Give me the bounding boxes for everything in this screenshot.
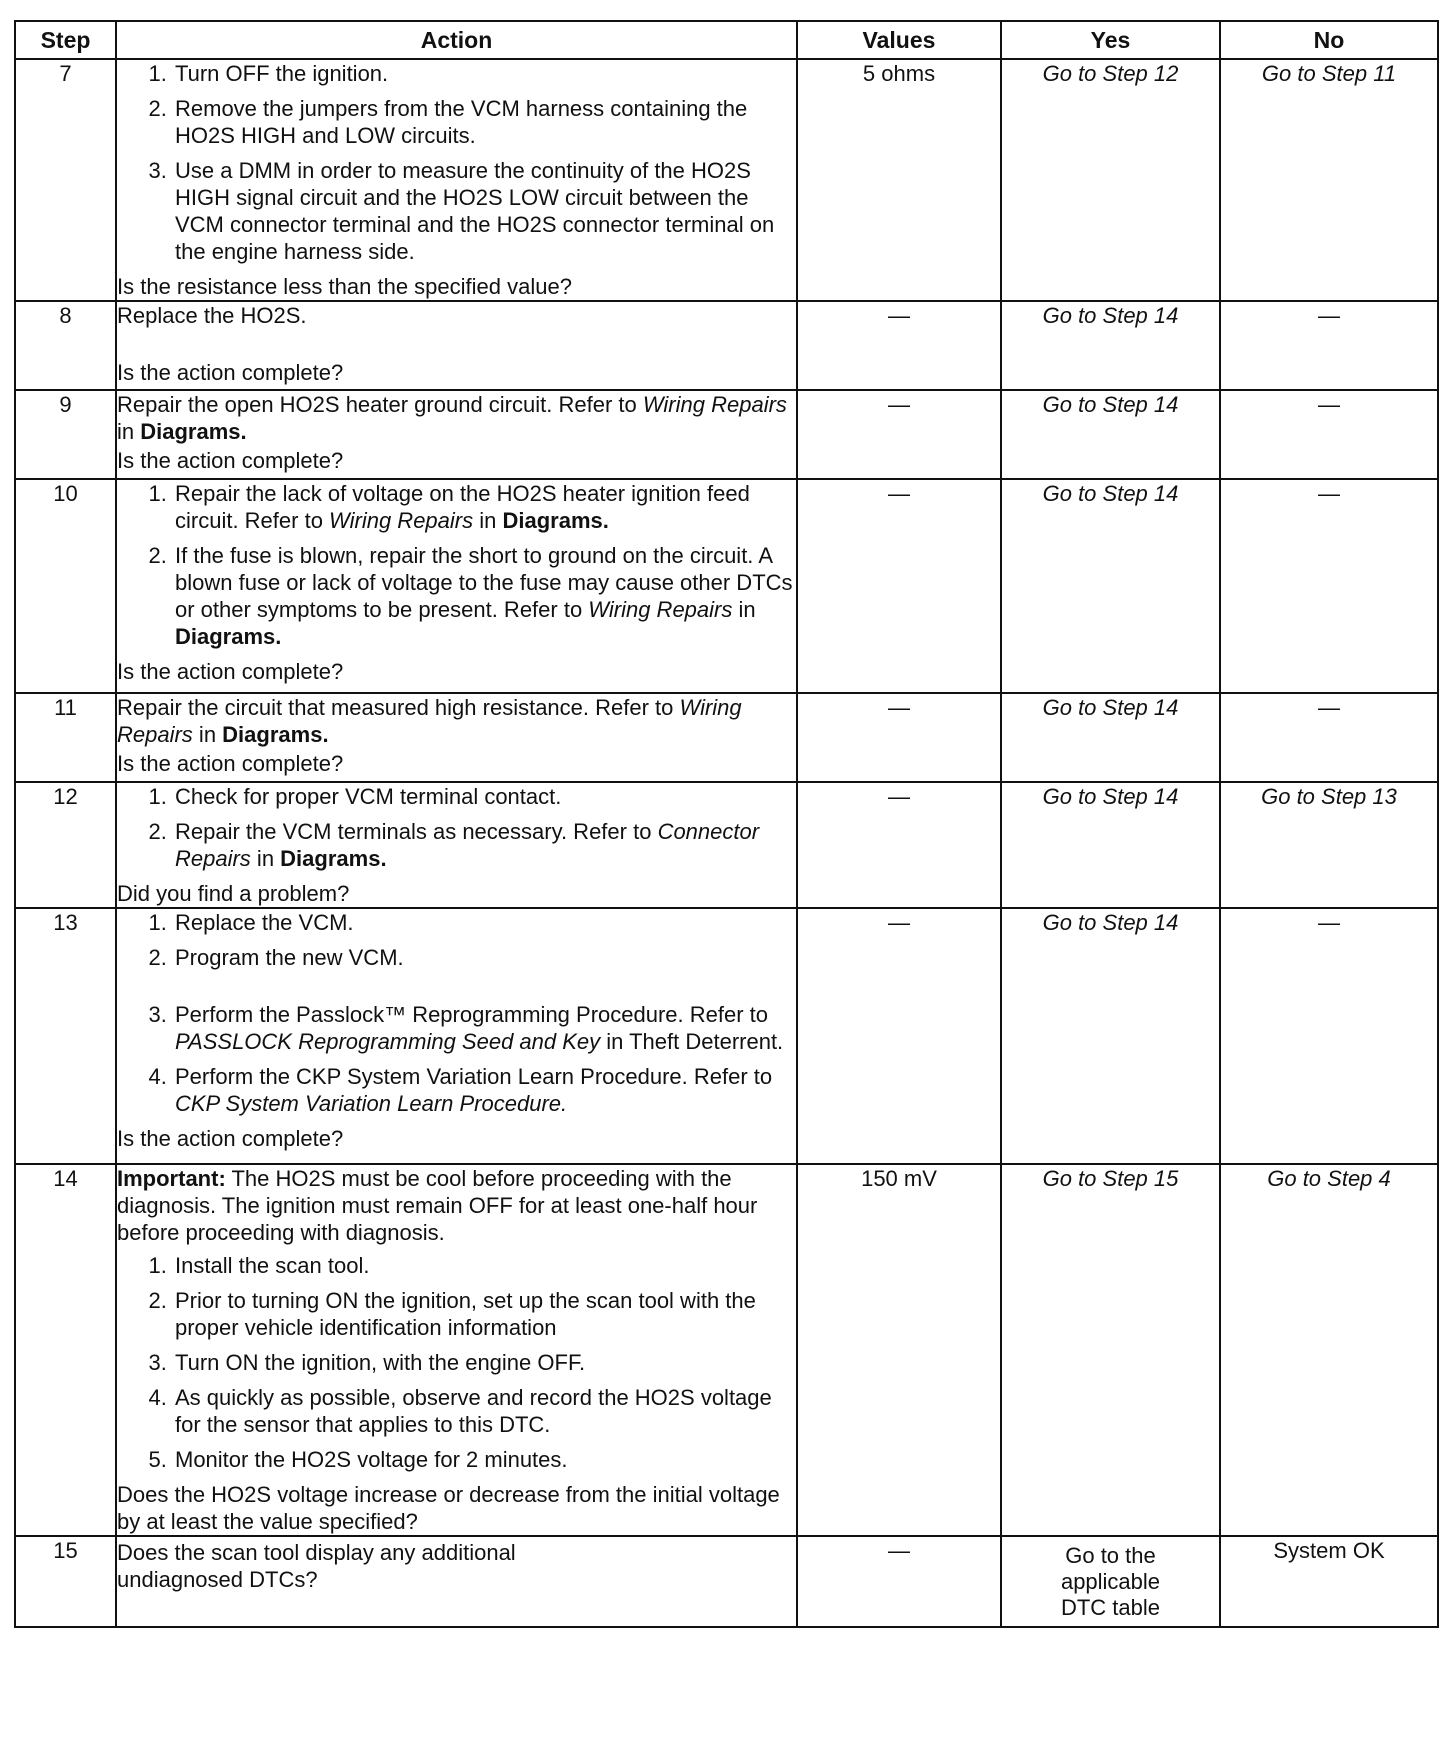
reference-link: Wiring Repairs xyxy=(117,695,742,747)
yes-cell: Go to Step 14 xyxy=(1001,908,1220,1164)
action-cell xyxy=(116,479,797,693)
action-item: 1. Install the scan tool. xyxy=(173,1252,796,1279)
value-cell: — xyxy=(797,693,1001,782)
reference-section: Diagrams xyxy=(502,508,603,533)
yes-cell: Go to Step 15 xyxy=(1001,1164,1220,1536)
step-number: 14 xyxy=(15,1164,116,1536)
reference-link: Connector Repairs xyxy=(175,819,760,871)
table-row xyxy=(15,1536,1438,1627)
header-row xyxy=(15,21,1438,59)
action-question: Is the action complete? xyxy=(117,448,344,473)
action-item: 1. Turn OFF the ignition. xyxy=(173,60,796,87)
table-row xyxy=(15,1164,1438,1536)
value-cell: — xyxy=(797,908,1001,1164)
table-row xyxy=(15,908,1438,1164)
value-cell: — xyxy=(797,301,1001,390)
yes-cell: Go to Step 14 xyxy=(1001,390,1220,479)
action-question: Is the action complete? xyxy=(117,751,344,776)
no-cell: Go to Step 4 xyxy=(1220,1164,1438,1536)
reference-link: Wiring Repairs xyxy=(588,597,733,622)
reference-section: Diagrams xyxy=(140,419,241,444)
reference-link: PASSLOCK Reprogramming Seed and Key xyxy=(175,1029,601,1054)
action-item: 1. Repair the lack of voltage on the HO2S heater ignition feed circuit. Refer to Wiring Repairs in Diagrams. xyxy=(173,480,796,534)
table-row xyxy=(15,390,1438,479)
value-cell: — xyxy=(797,479,1001,693)
step-number: 12 xyxy=(15,782,116,908)
no-cell: Go to Step 13 xyxy=(1220,782,1438,908)
header-step: Step xyxy=(15,21,116,59)
reference-section: Diagrams xyxy=(175,624,276,649)
yes-cell xyxy=(1001,1536,1220,1627)
table-row xyxy=(15,301,1438,390)
action-item: 3. Perform the Passlock™ Reprogramming Procedure. Refer to PASSLOCK Reprogramming Seed and Key in Theft Deterrent. xyxy=(173,1001,796,1055)
value-cell: 150 mV xyxy=(797,1164,1001,1536)
action-item: 2. Prior to turning ON the ignition, set up the scan tool with the proper vehicle identification information xyxy=(173,1287,796,1341)
no-cell: Go to Step 11 xyxy=(1220,59,1438,301)
action-cell xyxy=(116,693,797,782)
table-row xyxy=(15,59,1438,301)
no-cell: — xyxy=(1220,908,1438,1164)
reference-link: CKP System Variation Learn Procedure. xyxy=(175,1091,568,1116)
action-item: 4. As quickly as possible, observe and record the HO2S voltage for the sensor that applies to this DTC. xyxy=(173,1384,796,1438)
action-cell xyxy=(116,390,797,479)
action-question: Is the action complete? xyxy=(117,1126,344,1151)
header-yes: Yes xyxy=(1001,21,1220,59)
yes-cell: Go to Step 14 xyxy=(1001,479,1220,693)
action-text: Repair the circuit that measured high resistance. Refer to Wiring Repairs in Diagrams. xyxy=(117,695,742,747)
reference-link: Wiring Repairs xyxy=(329,508,474,533)
no-cell: — xyxy=(1220,301,1438,390)
step-number: 9 xyxy=(15,390,116,479)
action-question: Is the action complete? xyxy=(117,659,344,684)
action-cell xyxy=(116,59,797,301)
step-number: 13 xyxy=(15,908,116,1164)
action-item: 2. Remove the jumpers from the VCM harness containing the HO2S HIGH and LOW circuits. xyxy=(173,95,796,149)
yes-line: DTC table xyxy=(1060,1594,1161,1620)
action-item: 5. Monitor the HO2S voltage for 2 minutes. xyxy=(173,1446,796,1473)
step-number: 7 xyxy=(15,59,116,301)
action-item: 2. If the fuse is blown, repair the short to ground on the circuit. A blown fuse or lack of voltage to the fuse may cause other DTCs or other symptoms to be present. Refer to Wiring Repairs in Diagrams. xyxy=(173,542,796,650)
action-cell xyxy=(116,782,797,908)
header-values: Values xyxy=(797,21,1001,59)
important-note: Important: The HO2S must be cool before proceeding with the diagnosis. The ignition must remain OFF for at least one-half hour before proceeding with diagnosis. xyxy=(117,1166,758,1245)
action-cell xyxy=(116,1164,797,1536)
yes-cell: Go to Step 14 xyxy=(1001,693,1220,782)
header-action: Action xyxy=(116,21,797,59)
reference-section: Diagrams xyxy=(222,722,323,747)
yes-cell: Go to Step 12 xyxy=(1001,59,1220,301)
table-row xyxy=(15,782,1438,908)
action-question: Did you find a problem? xyxy=(117,881,350,906)
value-cell: — xyxy=(797,782,1001,908)
table-row xyxy=(15,479,1438,693)
action-cell xyxy=(116,908,797,1164)
yes-line: applicable xyxy=(1060,1568,1161,1594)
reference-section: Diagrams xyxy=(280,846,381,871)
action-item: 2. Repair the VCM terminals as necessary. Refer to Connector Repairs in Diagrams. xyxy=(173,818,796,872)
reference-link: Wiring Repairs xyxy=(642,392,787,417)
action-item: 4. Perform the CKP System Variation Learn Procedure. Refer to CKP System Variation Learn Procedure. xyxy=(173,1063,796,1117)
no-cell: System OK xyxy=(1220,1536,1438,1627)
action-item: 3. Use a DMM in order to measure the continuity of the HO2S HIGH signal circuit and the HO2S LOW circuit between the VCM connector terminal and the HO2S connector terminal on the engine harness side. xyxy=(173,157,796,265)
no-cell: — xyxy=(1220,479,1438,693)
value-cell: — xyxy=(797,1536,1001,1627)
value-cell: 5 ohms xyxy=(797,59,1001,301)
action-question: Is the resistance less than the specified value? xyxy=(117,274,572,299)
action-question: Does the HO2S voltage increase or decrease from the initial voltage by at least the value specified? xyxy=(117,1482,780,1534)
table-row xyxy=(15,693,1438,782)
action-question: Does the scan tool display any additional undiagnosed DTCs? xyxy=(117,1540,516,1592)
important-label: Important: xyxy=(117,1166,226,1191)
yes-cell: Go to Step 14 xyxy=(1001,782,1220,908)
action-item: 2. Program the new VCM. xyxy=(173,944,796,971)
action-question: Is the action complete? xyxy=(117,360,344,385)
step-number: 15 xyxy=(15,1536,116,1627)
action-text: Replace the HO2S. xyxy=(117,303,307,328)
no-cell: — xyxy=(1220,390,1438,479)
action-item: 1. Check for proper VCM terminal contact. xyxy=(173,783,796,810)
action-item: 3. Turn ON the ignition, with the engine OFF. xyxy=(173,1349,796,1376)
action-cell xyxy=(116,301,797,390)
yes-line: Go to the xyxy=(1065,1542,1156,1568)
step-number: 10 xyxy=(15,479,116,693)
action-cell xyxy=(116,1536,797,1627)
step-number: 11 xyxy=(15,693,116,782)
step-number: 8 xyxy=(15,301,116,390)
yes-cell: Go to Step 14 xyxy=(1001,301,1220,390)
header-no: No xyxy=(1220,21,1438,59)
no-cell: — xyxy=(1220,693,1438,782)
action-item: 1. Replace the VCM. xyxy=(173,909,796,936)
diagnostic-table xyxy=(14,20,1439,1628)
action-text: Repair the open HO2S heater ground circuit. Refer to Wiring Repairs in Diagrams. xyxy=(117,392,787,444)
value-cell: — xyxy=(797,390,1001,479)
